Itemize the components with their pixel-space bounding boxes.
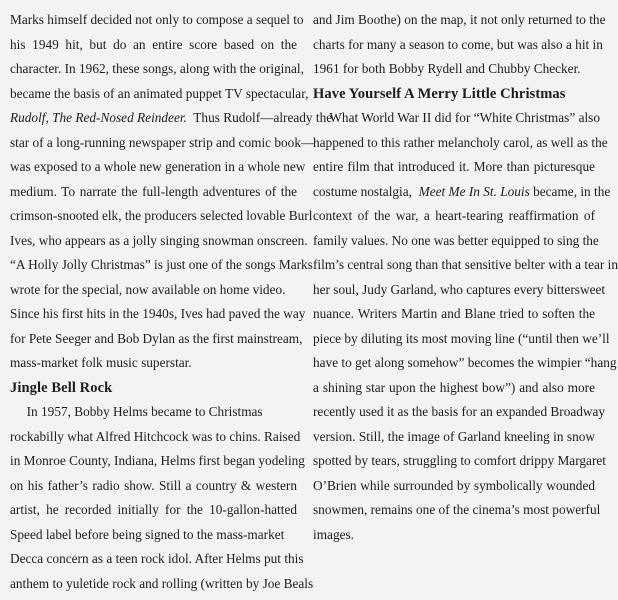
right-column	[313, 8, 618, 547]
text-run: became, in the	[529, 183, 611, 199]
text-line: wrote for the special, now available on home video.	[10, 281, 286, 297]
text-line: nuance. Writers Martin and Blane tried to soften the	[313, 306, 595, 321]
text-line: context of the war, a heart-tearing reaffirmation of	[313, 208, 595, 223]
text-line: for Pete Seeger and Bob Dylan as the first mainstream,	[10, 330, 303, 346]
text-line: family values. No one was better equipped to sing the	[313, 232, 599, 248]
text-run: Thus Rudolf—already the	[186, 110, 333, 125]
text-line: mass-market folk music superstar.	[10, 355, 192, 370]
text-line: character. In 1962, these songs, along with the original,	[10, 61, 304, 76]
text-line: medium. To narrate the full-length adventures of the	[10, 183, 297, 199]
text-line: Since his first hits in the 1940s, Ives had paved the way	[10, 306, 306, 321]
text-line: entire film that introduced it. More than picturesque	[313, 159, 595, 174]
text-line: became the basis of an animated puppet TV spectacular,	[10, 85, 309, 101]
text-line: film’s central song than that sensitive belter with a tear in	[313, 257, 618, 272]
text-line: Decca concern as a teen rock idol. After Helms put this	[10, 551, 304, 566]
text-line: snowmen, remains one of the cinema’s most powerful	[313, 502, 601, 517]
text-line: piece by diluting its most moving line (“until then we’ll	[313, 330, 610, 346]
text-line: rockabilly what Alfred Hitchcock was to chins. Raised	[10, 428, 301, 444]
text-line: crimson-snooted elk, the producers selected lovable Burl	[10, 208, 313, 223]
text-line: 1961 for both Bobby Rydell and Chubby Checker.	[313, 61, 581, 76]
text-line: anthem to yuletide rock and rolling (written by Joe Beals	[10, 575, 314, 591]
section-heading: Have Yourself A Merry Little Christmas	[313, 85, 566, 102]
text-line: recently used it as the basis for an expanded Broadway	[313, 404, 606, 419]
text-line: on his father’s radio show. Still a country & western	[10, 477, 297, 493]
title-italic: Rudolf, The Red-Nosed Reindeer.	[10, 110, 187, 125]
text-line: his 1949 hit, but do an entire score based on the	[10, 36, 297, 52]
text-line: happened to this rather melancholy carol, as well as the	[313, 134, 608, 150]
text-line: What World War II did for “White Christmas” also	[313, 110, 600, 125]
text-line: “A Holly Jolly Christmas” is just one of the songs Marks	[10, 257, 313, 272]
text-line: charts for many a season to come, but was also a hit in	[313, 36, 603, 52]
film-title-italic: Meet Me In St. Louis	[418, 183, 530, 199]
text-line: spotted by tears, struggling to comfort drippy Margaret	[313, 453, 606, 468]
text-line: star of a long-running newspaper strip and comic book—	[10, 134, 315, 150]
text-line: artist, he recorded initially for the 10-gallon-hatted	[10, 502, 297, 517]
section-heading: Jingle Bell Rock	[10, 379, 113, 396]
text-line: have to get along somehow” becomes the wimpier “hang	[313, 355, 617, 370]
text-line: Ives, who appears as a jolly singing snowman onscreen.	[10, 232, 308, 248]
text-line: Marks himself decided not only to compose a sequel to	[10, 12, 304, 27]
text-line: O’Brien while surrounded by symbolically wounded	[313, 477, 595, 493]
text-line: was exposed to a whole new generation in a whole new	[10, 159, 306, 174]
text-line: a shining star upon the highest bow”) and also more	[313, 379, 595, 395]
text-line	[10, 106, 333, 131]
text-line: in Monroe County, Indiana, Helms first began yodeling	[10, 453, 305, 468]
text-line: Speed label before being signed to the mass-market	[10, 526, 285, 542]
text-line: images.	[313, 526, 354, 542]
text-line: and Jim Boothe) on the map, it not only returned to the	[313, 12, 606, 27]
text-line: her soul, Judy Garland, who captures every bittersweet	[313, 281, 606, 297]
text-line	[313, 180, 611, 205]
text-run: costume nostalgia,	[313, 183, 419, 199]
text-line: In 1957, Bobby Helms became to Christmas	[10, 404, 263, 419]
left-column	[10, 8, 333, 596]
text-line: version. Still, the image of Garland kneeling in snow	[313, 428, 595, 444]
